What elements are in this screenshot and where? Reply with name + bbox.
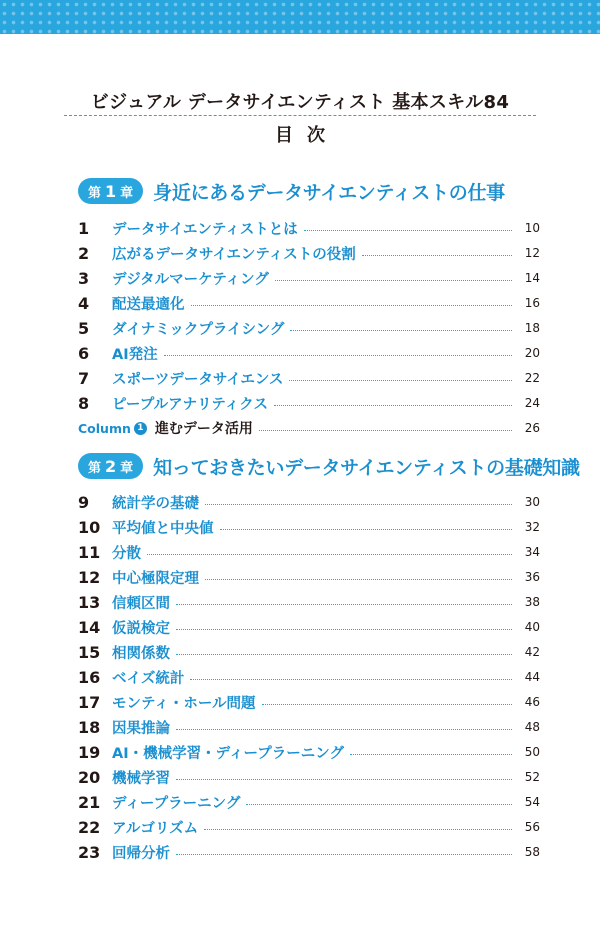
dot-leader — [205, 579, 512, 580]
entry-title: 平均値と中央値 — [112, 520, 214, 537]
top-pattern-band — [0, 0, 600, 34]
entry-number: 17 — [78, 692, 101, 712]
entry-title: 広がるデータサイエンティストの役割 — [112, 246, 356, 263]
entry-number: 3 — [78, 268, 90, 288]
entry-title: 仮説検定 — [112, 620, 170, 637]
entry-title: 信頼区間 — [112, 595, 170, 612]
entry-title: アルゴリズム — [112, 820, 199, 837]
entry-page: 10 — [524, 221, 540, 235]
entry-number: 4 — [78, 293, 90, 313]
dot-leader — [176, 854, 512, 855]
entry-page: 26 — [524, 421, 540, 435]
column-number-mark: 1 — [134, 422, 147, 435]
entry-page: 18 — [524, 321, 540, 335]
entry-page: 48 — [524, 720, 540, 734]
toc-entry[interactable] — [78, 515, 540, 539]
toc-entry[interactable] — [78, 815, 540, 839]
entry-page: 40 — [524, 620, 540, 634]
entry-title: ディープラーニング — [112, 795, 241, 812]
chapter-1-header[interactable] — [78, 177, 540, 205]
dot-leader — [275, 280, 512, 281]
dot-leader — [362, 255, 512, 256]
entry-page: 58 — [524, 845, 540, 859]
dot-leader — [176, 654, 512, 655]
dot-leader — [220, 529, 513, 530]
chapter-2-header[interactable] — [78, 452, 580, 480]
entry-title: 回帰分析 — [112, 845, 170, 862]
entry-page: 16 — [524, 296, 540, 310]
toc-entry[interactable] — [78, 740, 540, 764]
dot-leader — [205, 504, 512, 505]
entry-number: 10 — [78, 517, 101, 537]
column-label — [78, 421, 147, 436]
entry-page: 52 — [524, 770, 540, 784]
entry-number: 22 — [78, 817, 101, 837]
entry-number: 8 — [78, 393, 90, 413]
dot-leader — [176, 729, 512, 730]
chapter-title: 身近にあるデータサイエンティストの仕事 — [153, 181, 505, 204]
entry-number: 21 — [78, 792, 101, 812]
entry-number: 1 — [78, 218, 90, 238]
dot-leader — [190, 679, 512, 680]
toc-entry[interactable] — [78, 715, 540, 739]
entry-number: 9 — [78, 492, 90, 512]
entry-title: 配送最適化 — [112, 296, 185, 313]
toc-heading: 目次 — [275, 125, 339, 146]
entry-title: AI・機械学習・ディープラーニング — [112, 745, 344, 762]
entry-title: 分散 — [112, 545, 141, 562]
entry-page: 36 — [524, 570, 540, 584]
dot-leader — [259, 430, 512, 431]
chapter-number: 2 — [105, 456, 117, 476]
entry-title: 統計学の基礎 — [112, 495, 199, 512]
entry-page: 56 — [524, 820, 540, 834]
entry-title: スポーツデータサイエンス — [112, 371, 284, 388]
chapter-title: 知っておきたいデータサイエンティストの基礎知識 — [153, 456, 580, 479]
entry-title: ベイズ統計 — [112, 670, 185, 687]
dot-leader — [147, 554, 512, 555]
toc-entry[interactable] — [78, 366, 540, 390]
entry-title: デジタルマーケティング — [112, 271, 269, 288]
toc-entry[interactable] — [78, 316, 540, 340]
entry-number: 12 — [78, 567, 101, 587]
entry-number: 6 — [78, 343, 90, 363]
entry-page: 44 — [524, 670, 540, 684]
toc-entry[interactable] — [78, 690, 540, 714]
toc-entry[interactable] — [78, 266, 540, 290]
chapter-prefix: 第 — [88, 460, 102, 476]
dot-leader — [204, 829, 512, 830]
entry-number: 19 — [78, 742, 101, 762]
dot-leader — [164, 355, 512, 356]
toc-entry[interactable] — [78, 840, 540, 864]
entry-number: 15 — [78, 642, 101, 662]
dot-leader — [290, 330, 512, 331]
entry-title: 相関係数 — [112, 645, 170, 662]
entry-title: 機械学習 — [112, 770, 170, 787]
toc-entry[interactable] — [78, 565, 540, 589]
toc-entry[interactable] — [78, 540, 540, 564]
entry-number: 14 — [78, 617, 101, 637]
dot-leader — [176, 779, 512, 780]
chapter-badge — [78, 453, 143, 479]
entry-number: 11 — [78, 542, 101, 562]
entry-title: モンティ・ホール問題 — [112, 695, 256, 712]
toc-entry[interactable] — [78, 790, 540, 814]
title-divider — [64, 115, 536, 116]
toc-entry[interactable] — [78, 391, 540, 415]
dot-leader — [350, 754, 512, 755]
dot-leader — [289, 380, 512, 381]
column-label-text: Column — [78, 420, 131, 436]
dot-leader — [304, 230, 512, 231]
entry-title: 中心極限定理 — [112, 570, 199, 587]
chapter-suffix: 章 — [120, 185, 134, 201]
entry-title: 因果推論 — [112, 720, 170, 737]
dot-leader — [274, 405, 512, 406]
entry-number: 5 — [78, 318, 90, 338]
chapter-number: 1 — [105, 181, 117, 201]
entry-page: 30 — [524, 495, 540, 509]
toc-entry[interactable] — [78, 291, 540, 315]
entry-number: 13 — [78, 592, 101, 612]
toc-entry[interactable] — [78, 590, 540, 614]
entry-number: 7 — [78, 368, 90, 388]
entry-page: 12 — [524, 246, 540, 260]
entry-page: 34 — [524, 545, 540, 559]
entry-page: 42 — [524, 645, 540, 659]
entry-page: 20 — [524, 346, 540, 360]
chapter-prefix: 第 — [88, 185, 102, 201]
toc-entry[interactable] — [78, 216, 540, 240]
entry-page: 22 — [524, 371, 540, 385]
dot-leader — [246, 804, 512, 805]
entry-number: 16 — [78, 667, 101, 687]
toc-entry[interactable] — [78, 765, 540, 789]
entry-title: ダイナミックプライシング — [112, 321, 285, 338]
dot-leader — [191, 305, 513, 306]
book-title: ビジュアル データサイエンティスト 基本スキル84 — [90, 92, 510, 113]
toc-entry[interactable] — [78, 241, 540, 265]
toc-column-entry[interactable] — [78, 416, 540, 440]
entry-page: 24 — [524, 396, 540, 410]
entry-number: 2 — [78, 243, 90, 263]
entry-page: 54 — [524, 795, 540, 809]
toc-entry[interactable] — [78, 341, 540, 365]
chapter-badge — [78, 178, 143, 204]
column-title: 進むデータ活用 — [154, 421, 253, 437]
dot-leader — [262, 704, 512, 705]
entry-number: 23 — [78, 842, 101, 862]
chapter-suffix: 章 — [120, 460, 134, 476]
dot-leader — [176, 604, 512, 605]
toc-entry[interactable] — [78, 615, 540, 639]
entry-page: 32 — [524, 520, 540, 534]
entry-title: AI発注 — [112, 346, 158, 363]
toc-entry[interactable] — [78, 490, 540, 514]
entry-page: 46 — [524, 695, 540, 709]
dot-leader — [176, 629, 512, 630]
entry-number: 20 — [78, 767, 101, 787]
toc-entry[interactable] — [78, 665, 540, 689]
entry-page: 14 — [524, 271, 540, 285]
entry-number: 18 — [78, 717, 101, 737]
toc-entry[interactable] — [78, 640, 540, 664]
entry-title: データサイエンティストとは — [112, 221, 298, 238]
entry-title: ピープルアナリティクス — [112, 396, 269, 413]
entry-page: 38 — [524, 595, 540, 609]
entry-page: 50 — [524, 745, 540, 759]
